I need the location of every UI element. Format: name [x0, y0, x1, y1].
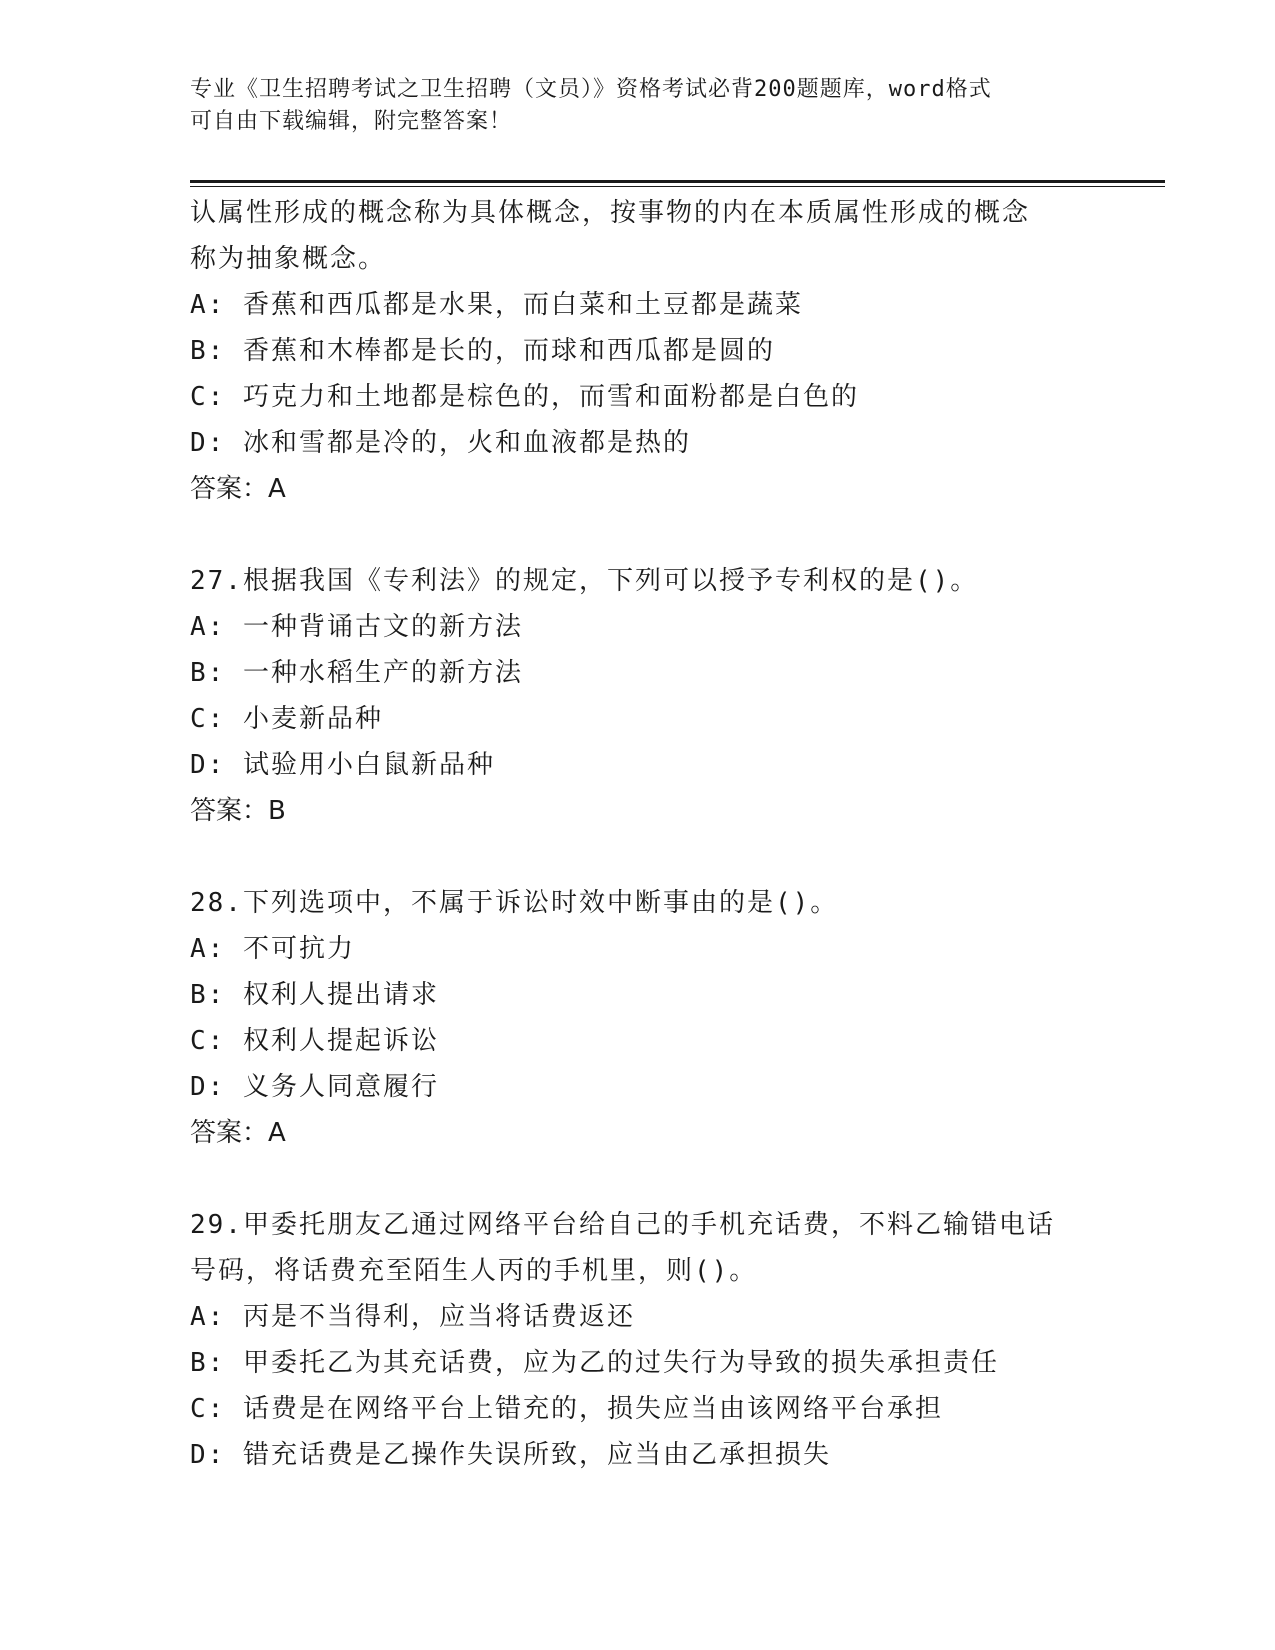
option-d: D: 冰和雪都是冷的，火和血液都是热的 [190, 428, 691, 458]
option-b: B: 一种水稻生产的新方法 [190, 658, 523, 688]
question-text-line: 认属性形成的概念称为具体概念，按事物的内在本质属性形成的概念 [190, 198, 1031, 228]
question-29 [190, 1202, 1165, 1478]
option-c: C: 小麦新品种 [190, 704, 383, 734]
question-27 [190, 558, 1165, 834]
header-rule-thick [190, 180, 1165, 183]
option-b: B: 权利人提出请求 [190, 980, 439, 1010]
question-spacer [190, 512, 1165, 558]
question-28 [190, 880, 1165, 1156]
option-d: D: 义务人同意履行 [190, 1072, 439, 1102]
option-c: C: 巧克力和土地都是棕色的，而雪和面粉都是白色的 [190, 382, 859, 412]
question-text-line: 号码，将话费充至陌生人丙的手机里，则()。 [190, 1256, 758, 1286]
header-line-1: 专业《卫生招聘考试之卫生招聘（文员）》资格考试必背200题题库，word格式 [190, 77, 992, 102]
document-header [190, 74, 1090, 138]
option-a: A: 丙是不当得利，应当将话费返还 [190, 1302, 635, 1332]
question-text-line: 27.根据我国《专利法》的规定，下列可以授予专利权的是()。 [190, 566, 979, 596]
question-text-line: 称为抽象概念。 [190, 244, 387, 274]
question-26 [190, 190, 1165, 512]
option-d: D: 试验用小白鼠新品种 [190, 750, 495, 780]
question-spacer [190, 834, 1165, 880]
option-b: B: 香蕉和木棒都是长的，而球和西瓜都是圆的 [190, 336, 775, 366]
option-b: B: 甲委托乙为其充话费，应为乙的过失行为导致的损失承担责任 [190, 1348, 999, 1378]
question-list [190, 190, 1165, 1478]
option-c: C: 话费是在网络平台上错充的，损失应当由该网络平台承担 [190, 1394, 943, 1424]
header-line-2: 可自由下载编辑，附完整答案！ [190, 109, 513, 134]
option-a: A: 一种背诵古文的新方法 [190, 612, 523, 642]
answer: 答案：A [190, 474, 286, 504]
answer: 答案：B [190, 796, 286, 826]
question-spacer [190, 1156, 1165, 1202]
question-text-line: 29.甲委托朋友乙通过网络平台给自己的手机充话费，不料乙输错电话 [190, 1210, 1055, 1240]
header-rule-thin [190, 186, 1165, 187]
option-c: C: 权利人提起诉讼 [190, 1026, 439, 1056]
answer: 答案：A [190, 1118, 286, 1148]
option-a: A: 香蕉和西瓜都是水果，而白菜和土豆都是蔬菜 [190, 290, 803, 320]
option-a: A: 不可抗力 [190, 934, 355, 964]
question-text-line: 28.下列选项中，不属于诉讼时效中断事由的是()。 [190, 888, 839, 918]
option-d: D: 错充话费是乙操作失误所致，应当由乙承担损失 [190, 1440, 831, 1470]
